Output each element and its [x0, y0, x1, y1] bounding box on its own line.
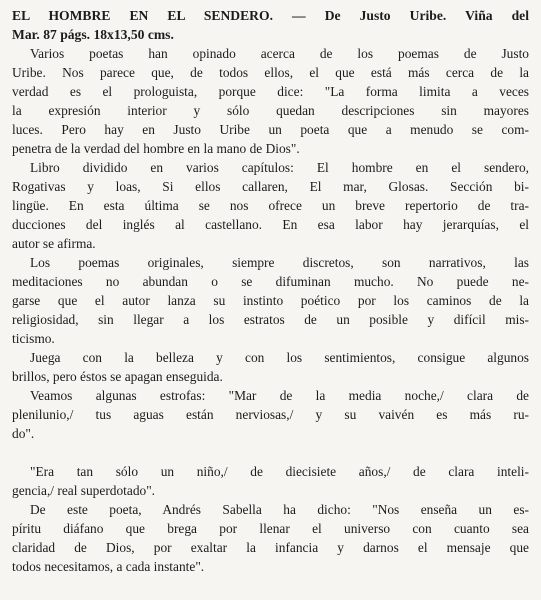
paragraph-3-line-5: ticismo. — [12, 331, 55, 346]
paragraph-7-line-3: claridad de Dios, por exaltar la infancia y darnos el mensaje que — [12, 540, 529, 555]
paragraph-6-line-1: "Era tan sólo un niño,/ de diecisiete años,/ de clara inteli- — [30, 464, 529, 479]
paragraph-2-line-4: ducciones del inglés al castellano. En esa labor hay jerarquías, el — [12, 217, 529, 232]
paragraph-3-line-1: Los poemas originales, siempre discretos, son narrativos, las — [30, 255, 529, 270]
paragraph-1-line-5: luces. Pero hay en Justo Uribe un poeta que a menudo se com- — [12, 122, 529, 137]
paragraph-3-line-4: religiosidad, sin llegar a los estratos de un posible y difícil mis- — [12, 312, 529, 327]
paragraph-4-line-2: brillos, pero éstos se apagan enseguida. — [12, 369, 223, 384]
paragraph-1-line-4: la expresión interior y sólo quedan descripciones sin mayores — [12, 103, 529, 118]
paragraph-4-line-1: Juega con la belleza y con los sentimientos, consigue algunos — [30, 350, 529, 365]
review-title: EL HOMBRE EN EL SENDERO. — De Justo Uribe. Viña del — [12, 8, 529, 23]
paragraph-3-line-3: garse que el autor lanza su instinto poético por los caminos de la — [12, 293, 529, 308]
paragraph-5-line-3: do". — [12, 426, 35, 441]
paragraph-2-line-3: lingüe. En esta última se nos ofrece un breve repertorio de tra- — [12, 198, 529, 213]
paragraph-3-line-2: meditaciones no abundan o se difuminan mucho. No puede ne- — [12, 274, 529, 289]
paragraph-1-line-1: Varios poetas han opinado acerca de los poemas de Justo — [30, 46, 529, 61]
paragraph-7-line-2: píritu diáfano que brega por llenar el universo con cuanto sea — [12, 521, 529, 536]
paragraph-2-line-2: Rogativas y loas, Si ellos callaren, El mar, Glosas. Sección bi- — [12, 179, 529, 194]
paragraph-5-line-2: plenilunio,/ tus aguas están nerviosas,/ y su vaivén es más ru- — [12, 407, 529, 422]
paragraph-7-line-4: todos necesitamos, a cada instante". — [12, 559, 205, 574]
review-publication-details: Mar. 87 págs. 18x13,50 cms. — [12, 27, 174, 42]
paragraph-6-line-2: gencia,/ real superdotado". — [12, 483, 156, 498]
paragraph-1-line-2: Uribe. Nos parece que, de todos ellos, el que está más cerca de la — [12, 65, 529, 80]
paragraph-2-line-1: Libro dividido en varios capítulos: El hombre en el sendero, — [30, 160, 529, 175]
paragraph-1-line-3: verdad es el prologuista, porque dice: "La forma limita a veces — [12, 84, 529, 99]
paragraph-1-line-6: penetra de la verdad del hombre en la mano de Dios". — [12, 141, 300, 156]
paragraph-2-line-5: autor se afirma. — [12, 236, 96, 251]
paragraph-7-line-1: De este poeta, Andrés Sabella ha dicho: "Nos enseña un es- — [30, 502, 529, 517]
paragraph-5-line-1: Veamos algunas estrofas: "Mar de la media noche,/ clara de — [30, 388, 529, 403]
